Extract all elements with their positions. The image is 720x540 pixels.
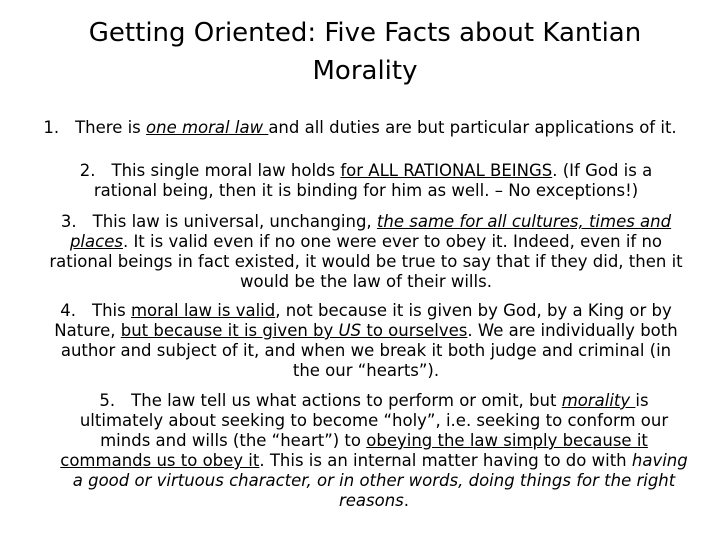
item-text-segment: one moral law [146, 118, 269, 137]
item-number: 3. [60, 212, 77, 231]
item-text-segment: . We are individually both author and subject of it, and when we break it both judge and criminal (in the our “hearts”). [60, 321, 678, 380]
item-text-segment: the same for all cultures, times and places [69, 212, 672, 251]
item-text-segment: but because it is given by [120, 321, 339, 340]
item-text-segment: . It is valid even if no one were ever to obey it. Indeed, even if no rational beings in fact existed, it would be true to say that if they did, then it would be the law of their wills. [49, 232, 683, 291]
item-text-segment: and all duties are but particular applications of it. [268, 118, 677, 137]
item-text-segment: This law is universal, unchanging, [92, 212, 377, 231]
item-text-segment: morality [561, 391, 636, 410]
item-text-segment: obeying the law simply because it commands us to obey it [60, 431, 648, 470]
item-text-segment: having a good or virtuous character, or in other words, doing things for the right reasons [72, 451, 688, 510]
title-line-2: Morality [312, 56, 418, 86]
slide-title [40, 14, 690, 90]
item-text-segment: . [403, 491, 410, 510]
item-number: 1. [43, 118, 60, 137]
item-text-segment: moral law is valid [130, 301, 276, 320]
title-line-1: Getting Oriented: Five Facts about Kantian [88, 18, 642, 48]
list-item-1 [34, 118, 686, 138]
item-text-segment: This [91, 301, 131, 320]
item-number: 5. [99, 391, 116, 410]
list-item-5 [58, 391, 690, 511]
list-item-3 [48, 212, 684, 292]
item-text-segment: The law tell us what actions to perform or omit, but [131, 391, 562, 410]
item-text-segment: to ourselves [361, 321, 468, 340]
list-item-2 [48, 161, 684, 201]
item-text-segment: . This is an internal matter having to do with [259, 451, 632, 470]
item-text-segment: There is [75, 118, 147, 137]
item-number: 4. [60, 301, 76, 320]
item-text-segment: , not because it is given by God, by a King or by Nature, [54, 301, 672, 340]
item-text-segment: This single moral law holds [111, 161, 341, 180]
item-text-segment: US [338, 321, 362, 340]
item-number: 2. [79, 161, 96, 180]
item-text-segment: for ALL RATIONAL BEINGS [340, 161, 553, 180]
item-text-segment: is ultimately about seeking to become “holy”, i.e. seeking to conform our minds and wills (the “heart”) to [79, 391, 669, 450]
item-text-segment: . (If God is a rational being, then it is binding for him as well. – No exceptions!) [93, 161, 653, 200]
list-item-4 [46, 301, 686, 381]
